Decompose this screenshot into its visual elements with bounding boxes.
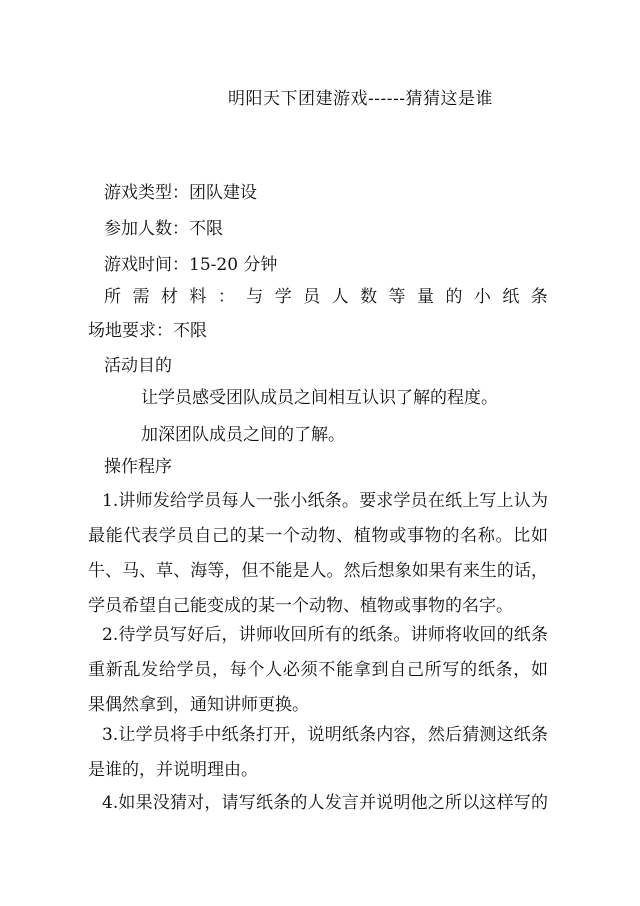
step-3-first-line: 3.让学员将手中纸条打开，说明纸条内容，然后猜测这纸条 xyxy=(102,725,548,745)
materials-char: 条 xyxy=(530,287,548,307)
materials-char: 学 xyxy=(274,287,292,307)
materials-char: 员 xyxy=(303,287,321,307)
materials-char: 料 xyxy=(189,287,207,307)
purpose-item-2: 加深团队成员之间的了解。 xyxy=(141,425,345,445)
materials-char: 人 xyxy=(331,287,349,307)
step-1-line: 最能代表学员自己的某一个动物、植物或事物的名称。比如 xyxy=(88,526,548,546)
purpose-heading: 活动目的 xyxy=(104,356,172,376)
materials-char: 量 xyxy=(416,287,434,307)
materials-char: 等 xyxy=(388,287,406,307)
step-2-line: 果偶然拿到，通知讲师更换。 xyxy=(88,695,309,715)
participants-line: 参加人数：不限 xyxy=(104,219,223,239)
materials-char: 数 xyxy=(360,287,378,307)
materials-char: 与 xyxy=(246,287,264,307)
step-1-line: 学员希望自己能变成的某一个动物、植物或事物的名字。 xyxy=(88,596,513,616)
materials-line xyxy=(104,286,548,308)
step-4-first-line: 4.如果没猜对，请写纸条的人发言并说明他之所以这样写的 xyxy=(102,793,548,813)
step-1-first-line: 1.讲师发给学员每人一张小纸条。要求学员在纸上写上认为 xyxy=(102,491,548,511)
procedure-heading: 操作程序 xyxy=(104,457,172,477)
materials-char: 的 xyxy=(445,287,463,307)
materials-char: 所 xyxy=(104,287,121,307)
step-3-line: 是谁的，并说明理由。 xyxy=(88,760,258,780)
materials-char: ： xyxy=(217,287,235,307)
procedure-step-2 xyxy=(88,618,548,723)
venue-line: 场地要求：不限 xyxy=(88,321,207,341)
procedure-step-4 xyxy=(88,786,548,821)
game-type-line: 游戏类型：团队建设 xyxy=(104,183,257,203)
materials-char: 需 xyxy=(132,287,150,307)
procedure-step-1 xyxy=(88,484,548,624)
procedure-step-3 xyxy=(88,718,548,788)
materials-char: 纸 xyxy=(502,287,520,307)
materials-char: 小 xyxy=(473,287,491,307)
document-title: 明阳天下团建游戏------猜猜这是谁 xyxy=(228,89,493,109)
materials-char: 材 xyxy=(160,287,178,307)
step-1-line: 牛、马、草、海等，但不能是人。然后想象如果有来生的话， xyxy=(88,561,548,581)
duration-line: 游戏时间：15-20 分钟 xyxy=(104,255,278,275)
step-2-first-line: 2.待学员写好后，讲师收回所有的纸条。讲师将收回的纸条 xyxy=(102,625,548,645)
purpose-item-1: 让学员感受团队成员之间相互认识了解的程度。 xyxy=(141,388,498,408)
step-2-line: 重新乱发给学员，每个人必须不能拿到自己所写的纸条，如 xyxy=(88,660,548,680)
